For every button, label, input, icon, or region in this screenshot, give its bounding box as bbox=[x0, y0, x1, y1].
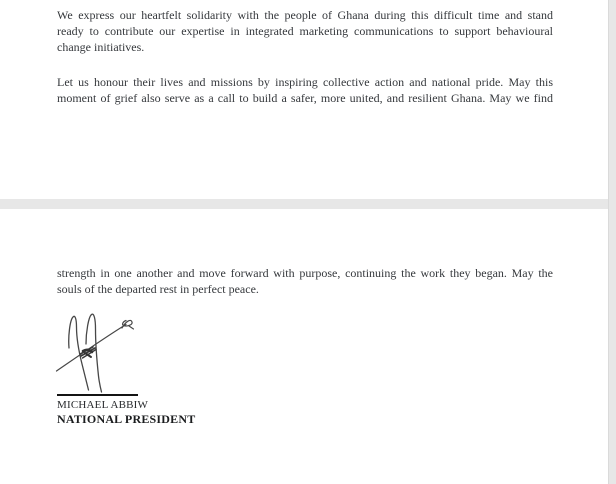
paragraph bbox=[57, 265, 553, 297]
text-line: change initiatives. bbox=[57, 40, 145, 54]
text-line: strength in one another and move forward with purpose, continuing the work they began. May the bbox=[57, 266, 553, 280]
handwritten-signature-icon bbox=[52, 309, 144, 395]
signature-image bbox=[52, 309, 144, 395]
document-page-2 bbox=[0, 209, 608, 484]
signatory-name: MICHAEL ABBIW bbox=[57, 399, 149, 411]
document-page-1 bbox=[0, 0, 608, 199]
text-line: Let us honour their lives and missions by inspiring collective action and national pride. May this bbox=[57, 75, 553, 89]
page2-text bbox=[57, 265, 553, 297]
signatory-title: NATIONAL PRESIDENT bbox=[57, 412, 196, 426]
page-gap-separator bbox=[0, 199, 616, 209]
paragraph bbox=[57, 7, 553, 55]
text-line: ready to contribute our expertise in integrated marketing communications to support behavioural bbox=[57, 24, 553, 38]
signature-line bbox=[57, 394, 138, 396]
text-line: souls of the departed rest in perfect peace. bbox=[57, 282, 259, 296]
viewer-gutter bbox=[608, 0, 616, 484]
page1-text bbox=[57, 7, 553, 106]
paragraph bbox=[57, 74, 553, 106]
text-line: moment of grief also serve as a call to build a safer, more united, and resilient Ghana. May we find bbox=[57, 91, 553, 105]
text-line: We express our heartfelt solidarity with the people of Ghana during this difficult time and stand bbox=[57, 8, 553, 22]
